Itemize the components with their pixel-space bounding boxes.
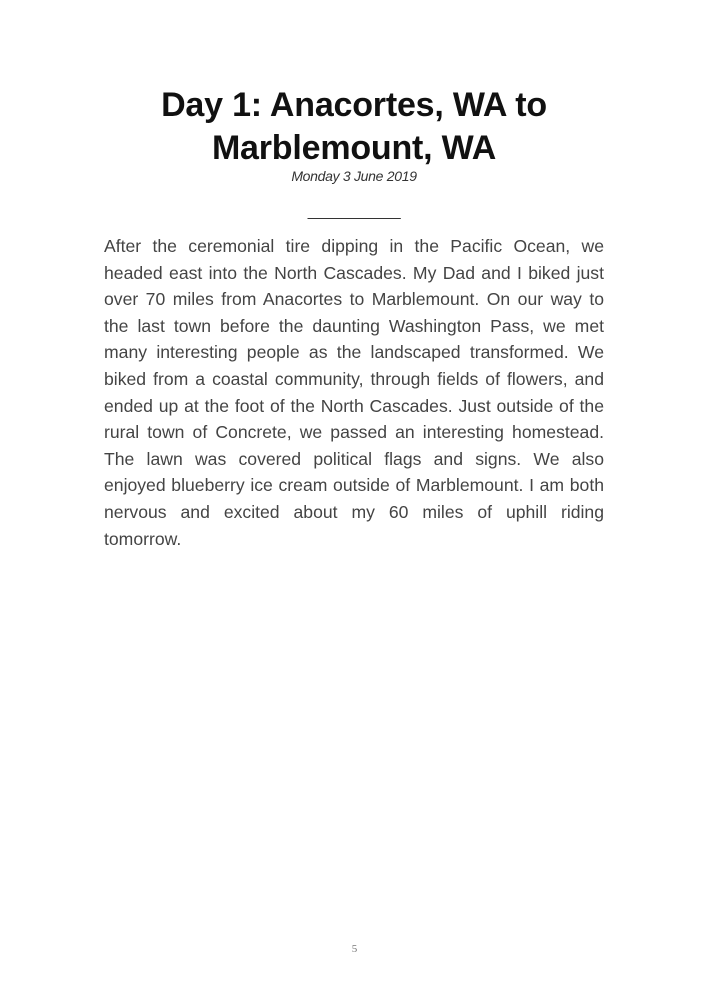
section-separator: ___________ [307,203,401,220]
page-number: 5 [351,943,358,955]
body-paragraph: After the ceremonial tire dipping in the Pacific Ocean, we headed east into the North Cascades. My Dad and I biked just over 70 miles from Anacortes to Marblemount. On our way to the last town before the daunting Washington Pass, we met many interesting people as the landscaped transformed. We biked from a coastal community, through fields of flowers, and ended up at the foot of the North Cascades. Just outside of the rural town of Concrete, we passed an interesting homestead. The lawn was covered political flags and signs. We also enjoyed blueberry ice cream outside of Marblemount. I am both nervous and excited about my 60 miles of uphill riding tomorrow. [104,236,604,549]
entry-date: Monday 3 June 2019 [291,168,417,184]
page-title: Day 1: Anacortes, WA to Marblemount, WA [161,86,547,167]
